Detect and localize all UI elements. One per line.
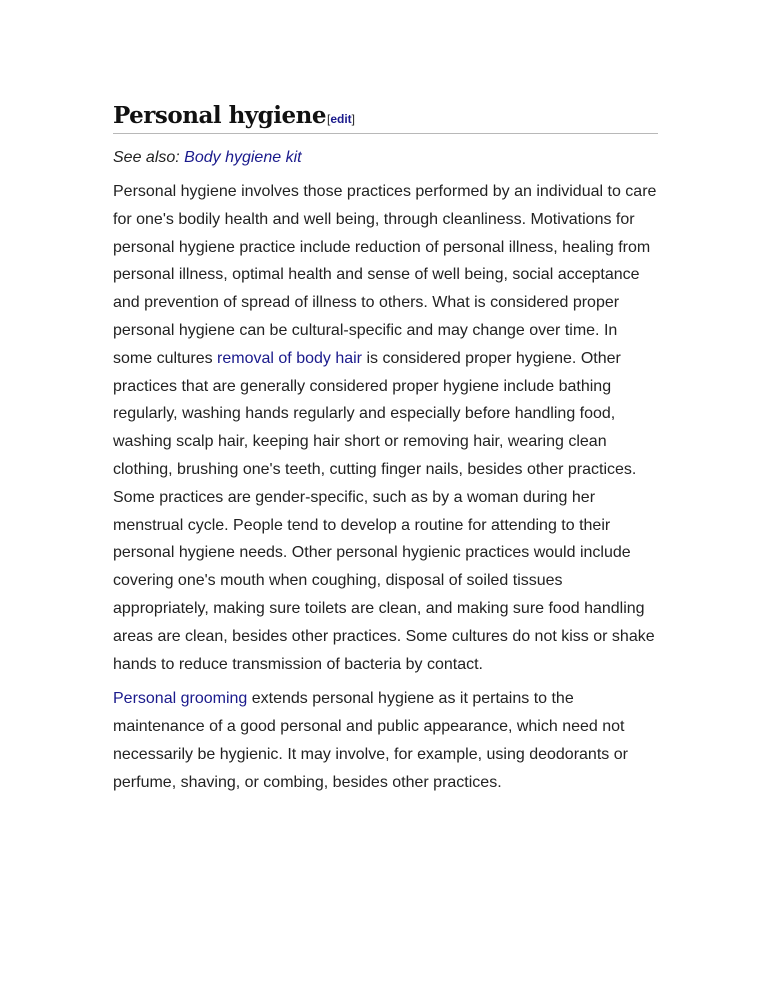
edit-bracket-open: [ (326, 112, 331, 126)
body-hygiene-kit-link[interactable]: Body hygiene kit (184, 149, 302, 166)
edit-bracket-close: ] (351, 112, 356, 126)
paragraph-personal-hygiene (113, 178, 658, 678)
edit-section-wrapper (327, 112, 355, 126)
removal-of-body-hair-link[interactable]: removal of body hair (217, 349, 363, 367)
paragraph-personal-grooming (113, 685, 658, 796)
personal-grooming-link[interactable]: Personal grooming (113, 690, 248, 708)
section-heading-row (113, 100, 658, 134)
see-also-prefix: See also: (113, 149, 185, 166)
paragraph2-text: extends personal hygiene as it pertains to the maintenance of a good personal and public appearance, which need not necessarily be hygienic. It may involve, for example, using deodorants or perfume, shaving, or combing, besides other practices. (113, 690, 628, 791)
document-content (113, 100, 658, 797)
see-also-note (113, 146, 658, 170)
section-heading: Personal hygiene (113, 102, 326, 129)
paragraph1-text-start: Personal hygiene involves those practices performed by an individual to care for one's bodily health and well being, through cleanliness. Motivations for personal hygiene practice include reduction of personal illness, healing from personal illness, optimal health and sense of well being, social acceptance and prevention of spread of illness to others. What is considered proper personal hygiene can be cultural-specific and may change over time. In some cultures (113, 183, 657, 367)
paragraph1-text-end: is considered proper hygiene. Other practices that are generally considered proper hygiene include bathing regularly, washing hands regularly and especially before handling food, washing scalp hair, keeping hair short or removing hair, wearing clean clothing, brushing one's teeth, cutting finger nails, besides other practices. Some practices are gender-specific, such as by a woman during her menstrual cycle. People tend to develop a routine for attending to their personal hygiene needs. Other personal hygienic practices would include covering one's mouth when coughing, disposal of soiled tissues appropriately, making sure toilets are clean, and making sure food handling areas are clean, besides other practices. Some cultures do not kiss or shake hands to reduce transmission of bacteria by contact. (113, 349, 655, 673)
edit-section-link[interactable]: edit (330, 112, 352, 126)
